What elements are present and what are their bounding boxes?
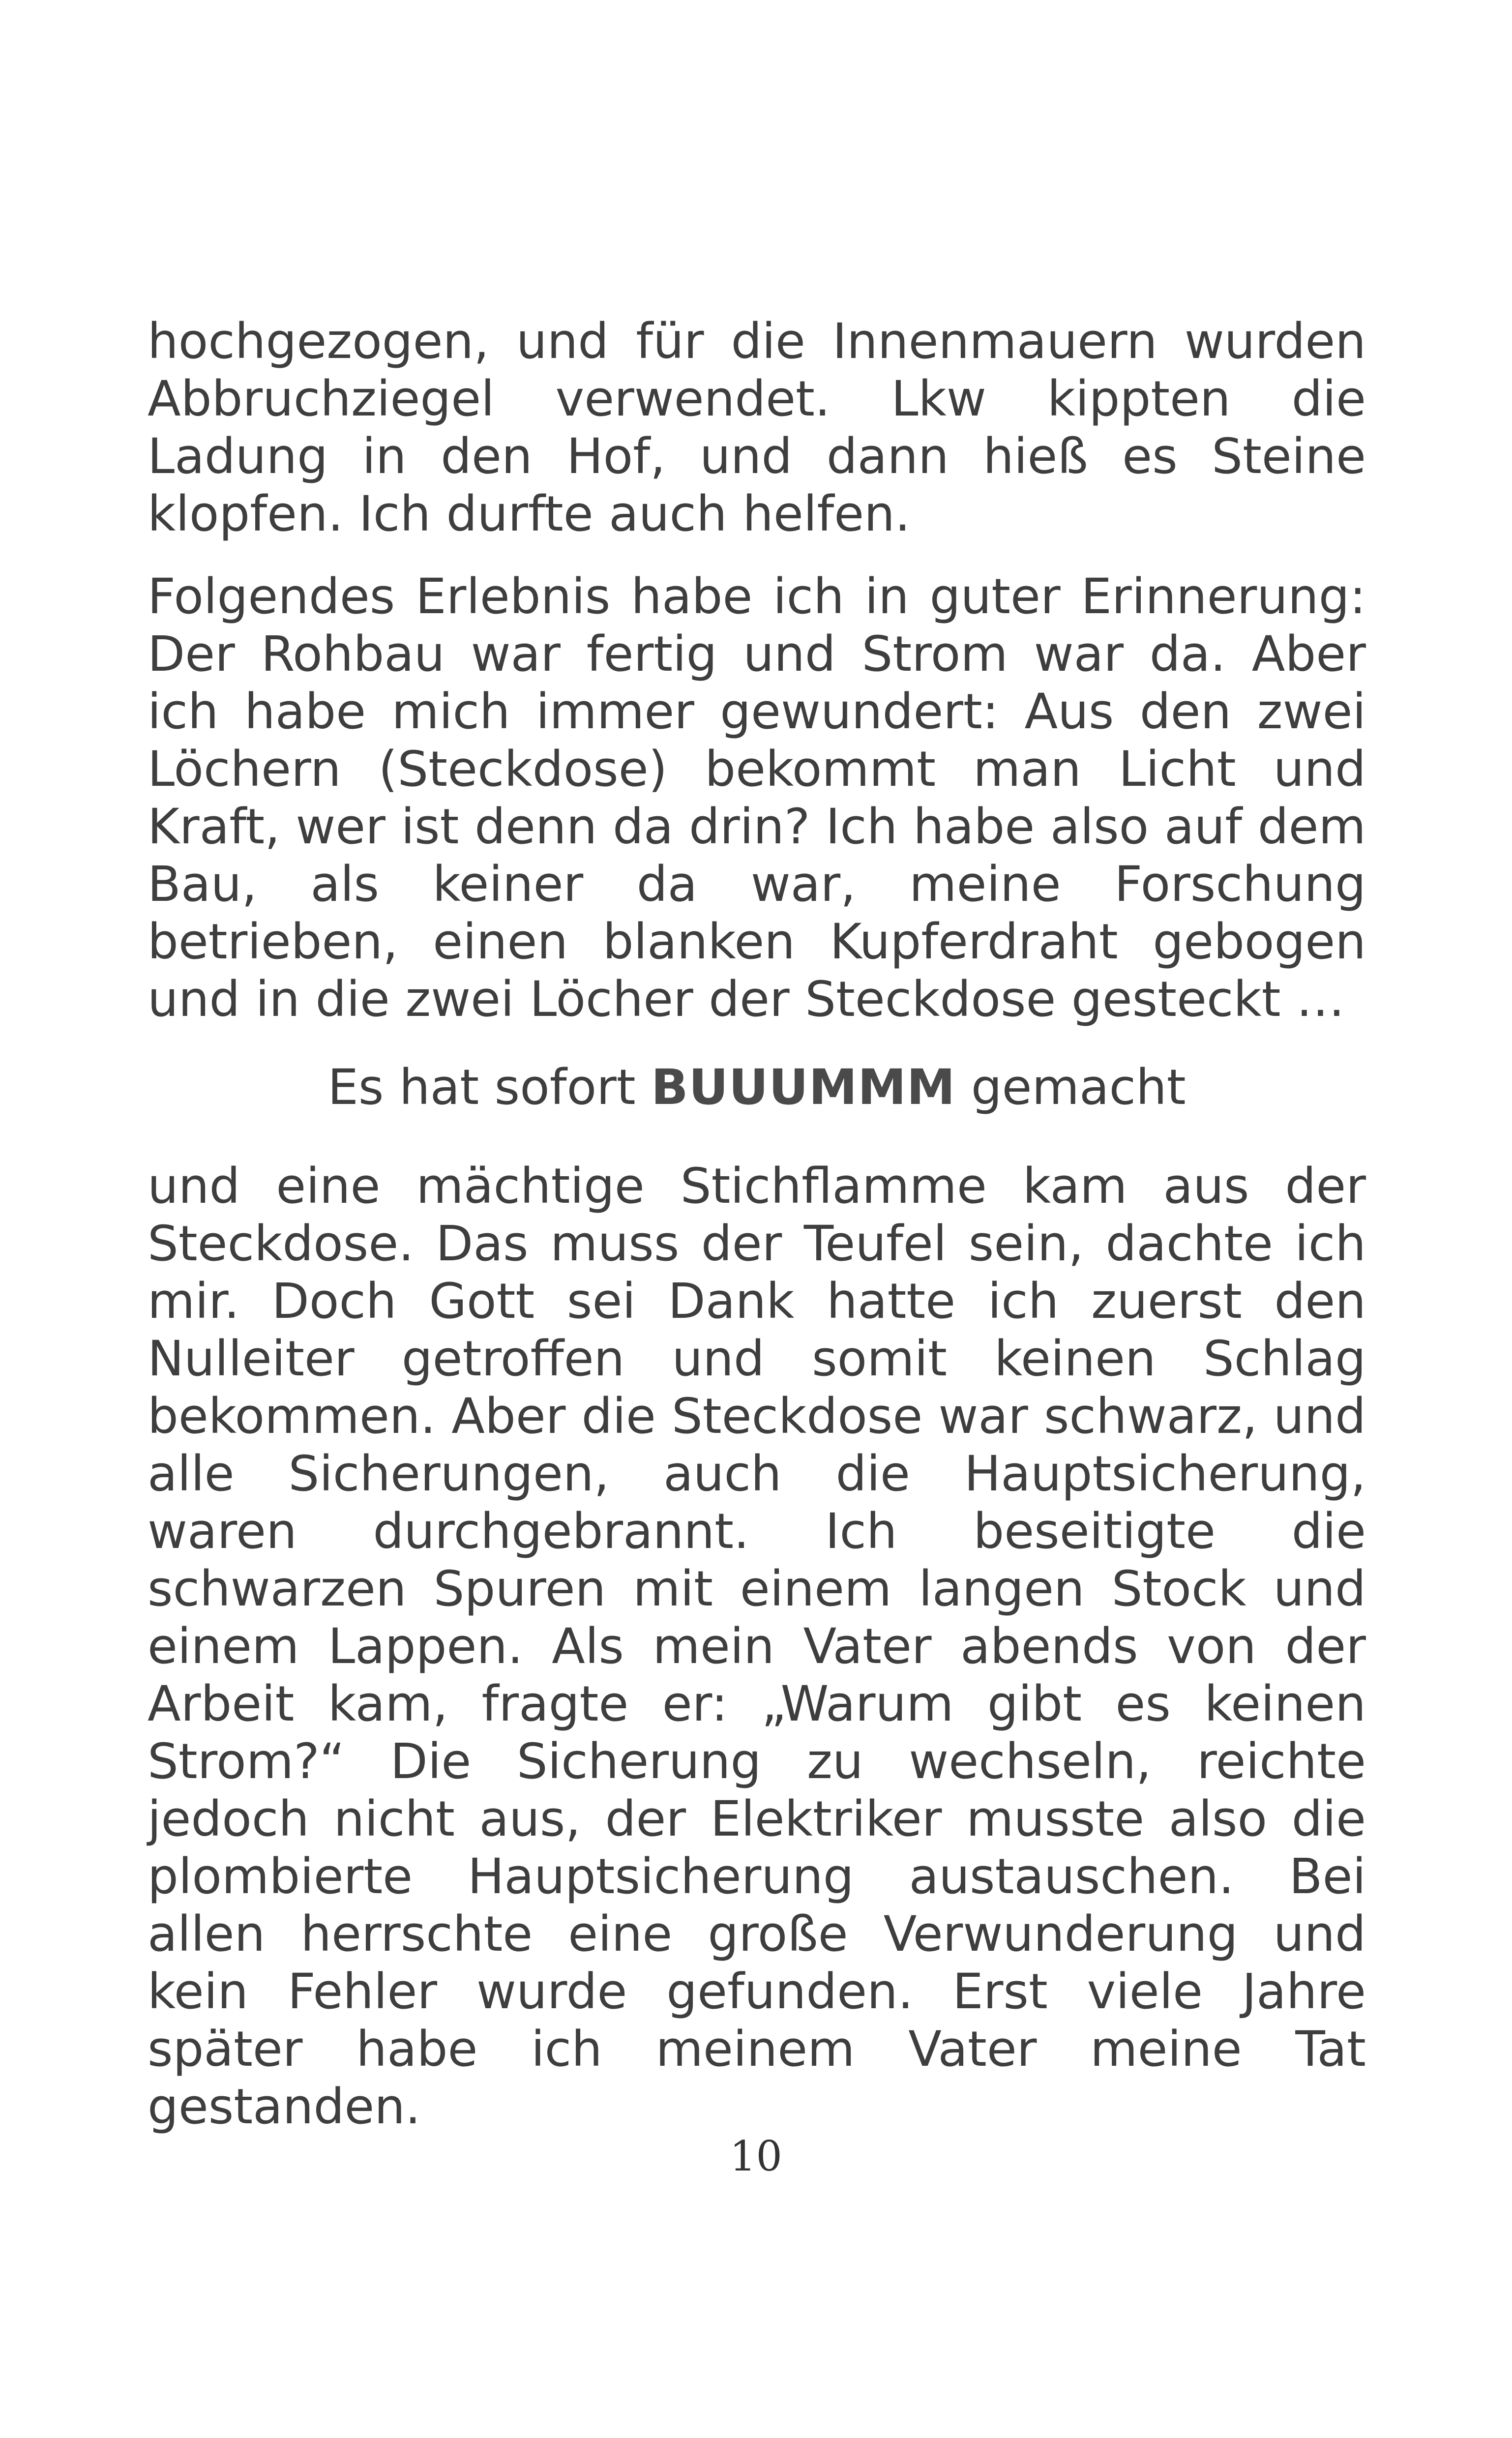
page-number: 10 — [730, 2132, 782, 2180]
centered-line-before: Es hat sofort — [327, 1059, 652, 1116]
centered-line-emphasis: BUUUMMM — [651, 1059, 956, 1116]
paragraph-3: und eine mächtige Stichflamme kam aus der Steckdose. Das muss der Teufel sein, dachte ich mir. Doch Gott sei Dank hatte ich zuerst den Nulleiter getroffen und somit keinen Schlag bekommen. Aber die Steckdose war schwarz, und alle Sicherungen, auch die Hauptsicherung, waren durchgebrannt. Ich beseitigte die schwarzen Spuren mit einem langen Stock und einem Lappen. Als mein Vater abends von der Arbeit kam, fragte er: „Warum gibt es keinen Strom?“ Die Sicherung zu wechseln, reichte jedoch nicht aus, der Elektriker musste also die plombierte Hauptsicherung austauschen. Bei allen herrschte eine große Verwunderung und kein Fehler wurde gefunden. Erst viele Jahre später habe ich meinem Vater meine Tat gestanden. — [148, 1158, 1366, 2135]
paragraph-2: Folgendes Erlebnis habe ich in guter Erinnerung: Der Rohbau war fertig und Strom war da. Aber ich habe mich immer gewundert: Aus den zwei Löchern (Steckdose) bekommt man Licht und Kraft, wer ist denn da drin? Ich habe also auf dem Bau, als keiner da war, meine Forschung betrieben, einen blanken Kupferdraht gebogen und in die zwei Löcher der Steckdose gesteckt … — [148, 568, 1366, 1028]
centered-line-after: gemacht — [955, 1059, 1186, 1116]
paragraph-1: hochgezogen, und für die Innenmauern wurden Abbruchziegel verwendet. Lkw kippten die Ladung in den Hof, und dann hieß es Steine klopfen. Ich durfte auch helfen. — [148, 313, 1366, 542]
centered-exclamation-line — [148, 1059, 1366, 1116]
